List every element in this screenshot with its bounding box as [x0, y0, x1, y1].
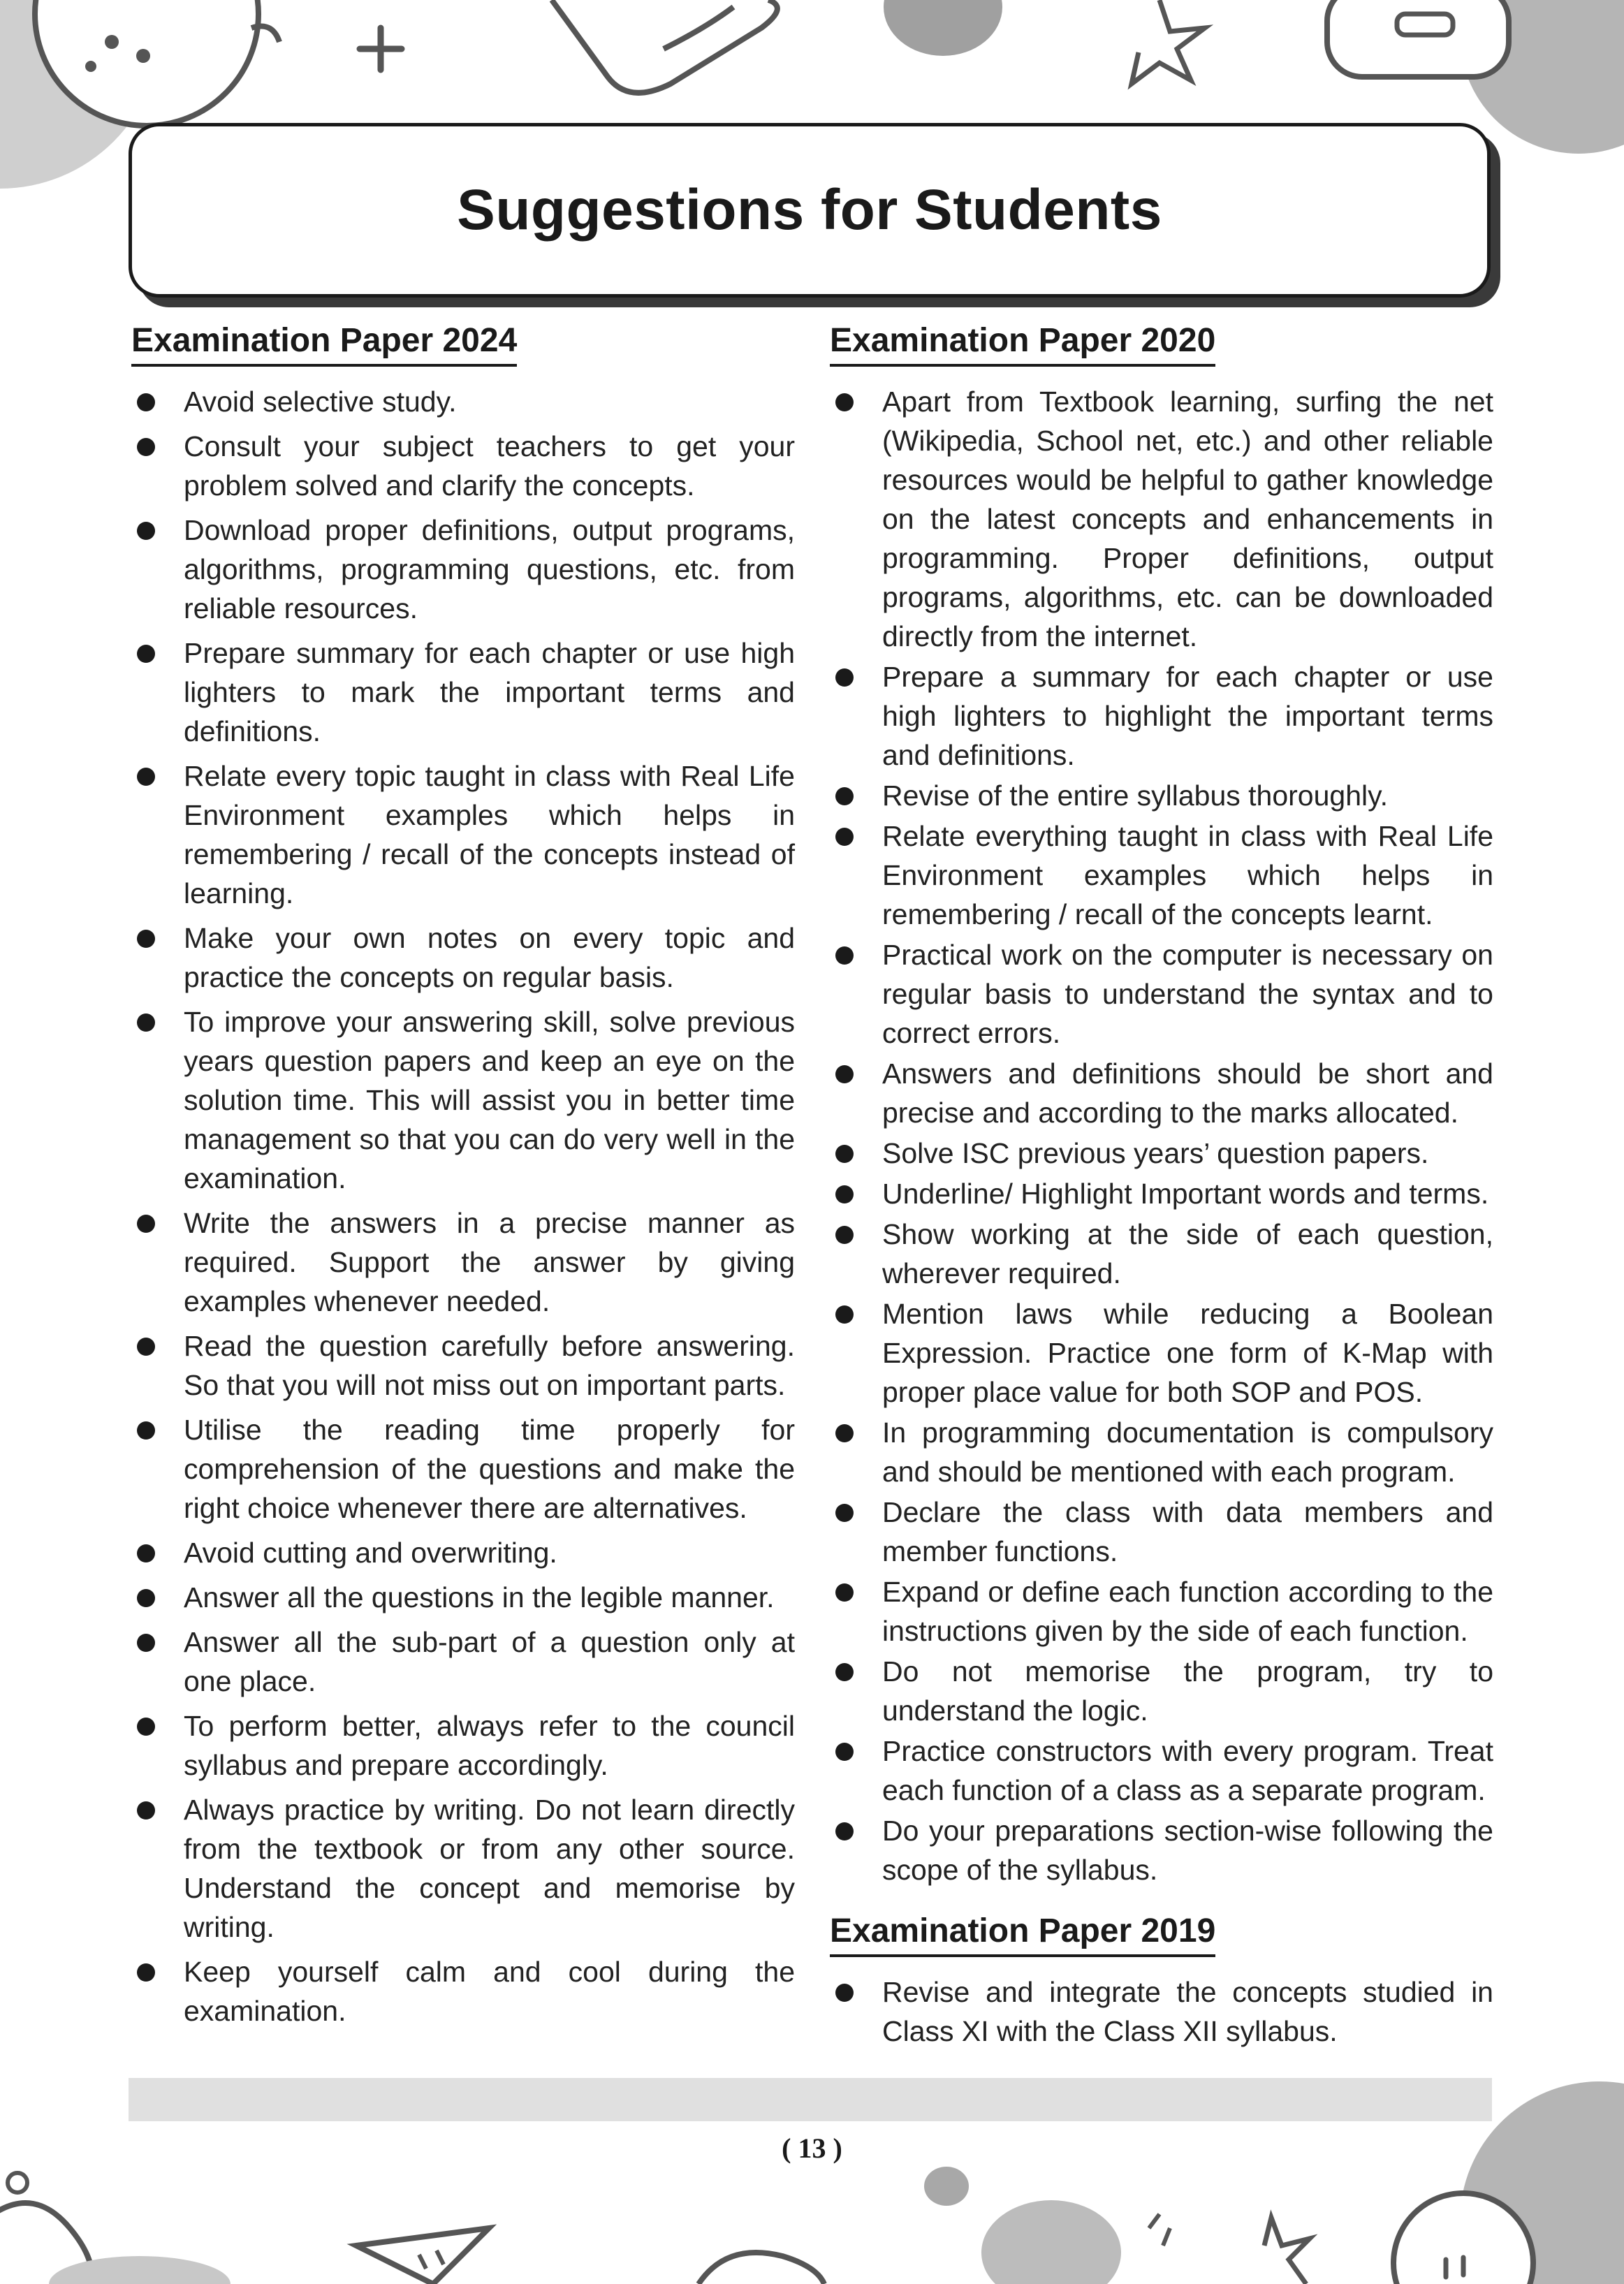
list-item: Apart from Textbook learning, surfing the net (Wikipedia, School net, etc.) and other reliable resources would be helpful to gather knowledge on the latest concepts and enhancements in programming. Proper definitions, output programs, algorithms, etc. can be downloaded directly from the internet.	[830, 382, 1493, 656]
bullet-icon	[835, 668, 854, 687]
list-item: Relate everything taught in class with Real Life Environment examples which helps in remembering / recall of the concepts learnt.	[830, 817, 1493, 934]
bullet-icon	[835, 1145, 854, 1163]
bullet-icon	[137, 1338, 155, 1356]
bullet-icon	[137, 930, 155, 948]
footer-bar	[129, 2078, 1492, 2121]
list-item: Always practice by writing. Do not learn directly from the textbook or from any other source. Understand the concept and memorise by writing.	[131, 1790, 795, 1947]
bullet-icon	[137, 1718, 155, 1736]
bullet-icon	[835, 1185, 854, 1203]
list-item: Declare the class with data members and member functions.	[830, 1493, 1493, 1571]
page-number: ( 13 )	[782, 2132, 842, 2164]
suggestions-list-2019	[830, 1972, 1493, 2051]
list-item: Mention laws while reducing a Boolean Expression. Practice one form of K-Map with proper place value for both SOP and POS.	[830, 1294, 1493, 1412]
list-item: Relate every topic taught in class with Real Life Environment examples which helps in remembering / recall of the concepts instead of learning.	[131, 756, 795, 913]
bullet-icon	[835, 1984, 854, 2002]
list-item: Make your own notes on every topic and practice the concepts on regular basis.	[131, 918, 795, 997]
bullet-icon	[835, 393, 854, 411]
list-item: Read the question carefully before answering. So that you will not miss out on important parts.	[131, 1326, 795, 1405]
bullet-icon	[137, 768, 155, 786]
bullet-icon	[835, 1743, 854, 1761]
bullet-icon	[835, 828, 854, 846]
list-item: Revise and integrate the concepts studied in Class XI with the Class XII syllabus.	[830, 1972, 1493, 2051]
list-item: Download proper definitions, output programs, algorithms, programming questions, etc. from reliable resources.	[131, 511, 795, 628]
list-item: Write the answers in a precise manner as required. Support the answer by giving examples whenever needed.	[131, 1203, 795, 1321]
list-item: Avoid selective study.	[131, 382, 795, 421]
list-item: Answer all the sub-part of a question only at one place.	[131, 1623, 795, 1701]
section-heading-2020: Examination Paper 2020	[830, 321, 1215, 367]
bullet-icon	[137, 1589, 155, 1607]
title-box	[129, 123, 1491, 298]
bullet-icon	[835, 1504, 854, 1522]
list-item: Show working at the side of each question, wherever required.	[830, 1215, 1493, 1293]
bullet-icon	[137, 1421, 155, 1440]
bullet-icon	[835, 1065, 854, 1083]
bullet-icon	[835, 787, 854, 805]
list-item: Utilise the reading time properly for comprehension of the questions and make the right choice whenever there are alternatives.	[131, 1410, 795, 1528]
bullet-icon	[835, 1583, 854, 1602]
bullet-icon	[137, 522, 155, 540]
list-item: Do not memorise the program, try to understand the logic.	[830, 1652, 1493, 1730]
section-heading-2019: Examination Paper 2019	[830, 1912, 1215, 1957]
bullet-icon	[137, 1013, 155, 1032]
left-column	[131, 321, 795, 2036]
bullet-icon	[835, 946, 854, 965]
list-item: Answer all the questions in the legible manner.	[131, 1578, 795, 1617]
list-item: Prepare summary for each chapter or use high lighters to mark the important terms and definitions.	[131, 634, 795, 751]
bullet-icon	[137, 438, 155, 456]
bullet-icon	[835, 1822, 854, 1840]
suggestions-list-2024	[131, 382, 795, 2030]
list-item: Practice constructors with every program. Treat each function of a class as a separate program.	[830, 1732, 1493, 1810]
page-title: Suggestions for Students	[457, 178, 1162, 242]
bullet-icon	[137, 393, 155, 411]
list-item: Revise of the entire syllabus thoroughly.	[830, 776, 1493, 815]
bullet-icon	[835, 1305, 854, 1324]
bullet-icon	[137, 1963, 155, 1982]
bullet-icon	[137, 1215, 155, 1233]
bullet-icon	[137, 1801, 155, 1820]
list-item: Solve ISC previous years’ question papers.	[830, 1134, 1493, 1173]
bullet-icon	[835, 1663, 854, 1681]
list-item: Answers and definitions should be short and precise and according to the marks allocated.	[830, 1054, 1493, 1132]
list-item: Prepare a summary for each chapter or use high lighters to highlight the important terms and definitions.	[830, 657, 1493, 775]
list-item: Keep yourself calm and cool during the examination.	[131, 1952, 795, 2030]
list-item: Expand or define each function according to the instructions given by the side of each function.	[830, 1572, 1493, 1650]
bullet-icon	[137, 1634, 155, 1652]
bullet-icon	[137, 645, 155, 663]
list-item: Avoid cutting and overwriting.	[131, 1533, 795, 1572]
list-item: To improve your answering skill, solve previous years question papers and keep an eye on the solution time. This will assist you in better time management so that you can do very well in the examination.	[131, 1002, 795, 1198]
list-item: In programming documentation is compulsory and should be mentioned with each program.	[830, 1413, 1493, 1491]
list-item: Underline/ Highlight Important words and terms.	[830, 1174, 1493, 1213]
bullet-icon	[137, 1544, 155, 1562]
list-item: Consult your subject teachers to get your problem solved and clarify the concepts.	[131, 427, 795, 505]
list-item: Do your preparations section-wise following the scope of the syllabus.	[830, 1811, 1493, 1889]
list-item: To perform better, always refer to the council syllabus and prepare accordingly.	[131, 1706, 795, 1785]
section-heading-2024: Examination Paper 2024	[131, 321, 517, 367]
suggestions-list-2020	[830, 382, 1493, 1889]
bullet-icon	[835, 1226, 854, 1244]
list-item: Practical work on the computer is necessary on regular basis to understand the syntax and to correct errors.	[830, 935, 1493, 1053]
bullet-icon	[835, 1424, 854, 1442]
right-column	[830, 321, 1493, 2052]
